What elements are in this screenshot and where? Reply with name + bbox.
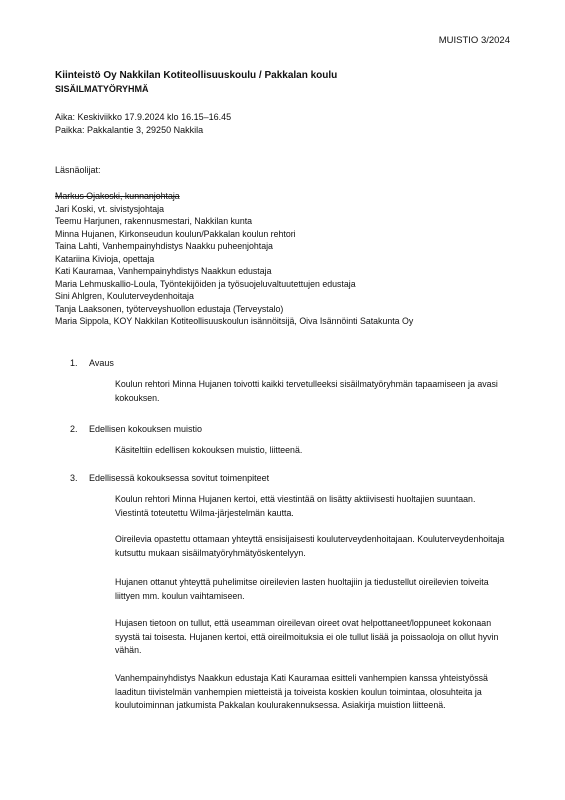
organization-title: Kiinteistö Oy Nakkilan Kotiteollisuuskoulu / Pakkalan koulu	[55, 70, 338, 81]
section-title: Edellisessä kokouksessa sovitut toimenpiteet	[89, 473, 270, 483]
memo-number: MUISTIO 3/2024	[438, 35, 510, 46]
group-title: SISÄILMATYÖRYHMÄ	[55, 84, 149, 94]
section-title: Edellisen kokouksen muistio	[89, 424, 203, 434]
attendee-item: Taina Lahti, Vanhempainyhdistys Naakku puheenjohtaja	[55, 241, 273, 251]
section-paragraph: Hujasen tietoon on tullut, että useamman oireilevan oireet ovat helpottaneet/loppuneet kokonaan syystä tai toisesta. Hujanen kertoi, että oireilmoituksia ei ole tullut lisää ja poissaoloja on ollut hyvin vähän.	[115, 618, 499, 655]
meeting-place: Paikka: Pakkalantie 3, 29250 Nakkila	[55, 125, 204, 135]
attendee-item: Katariina Kivioja, opettaja	[55, 253, 155, 264]
attendee-list	[55, 190, 413, 328]
attendee-item: Kati Kauramaa, Vanhempainyhdistys Naakkun edustaja	[55, 266, 272, 276]
attendee-item: Markus Ojakoski, kunnanjohtaja	[55, 191, 180, 201]
attendee-item: Minna Hujanen, Kirkonseudun koulun/Pakkalan koulun rehtori	[55, 228, 296, 239]
section-paragraph: Hujanen ottanut yhteyttä puhelimitse oireilevien lasten huoltajiin ja tiedustellut oireilevien toiveita liittyen mm. koulun vaihtamiseen.	[115, 577, 489, 601]
attendee-item: Maria Lehmuskallio-Loula, Työntekijöiden ja työsuojeluvaltuutettujen edustaja	[55, 278, 356, 289]
section-paragraph: Koulun rehtori Minna Hujanen kertoi, että viestintää on lisätty aktiivisesti huoltajien suuntaan. Viestintä toteutettu Wilma-järjestelmän kautta.	[115, 494, 476, 518]
section-paragraph: Koulun rehtori Minna Hujanen toivotti kaikki tervetulleeksi sisäilmatyöryhmän tapaamiseen ja avasi kokouksen.	[115, 379, 498, 403]
section-paragraph: Käsiteltiin edellisen kokouksen muistio, liitteenä.	[115, 445, 303, 455]
section-number: 1.	[70, 358, 78, 368]
meeting-time: Aika: Keskiviikko 17.9.2024 klo 16.15–16.45	[55, 112, 232, 122]
attendee-item: Jari Koski, vt. sivistysjohtaja	[55, 203, 165, 214]
section-paragraph: Vanhempainyhdistys Naakkun edustaja Kati Kauramaa esitteli vanhempien kanssa yhteistyössä laaditun tiivistelmän vanhempien mietteistä ja toiveista koskien koulun toimintaa, olosuhteita ja koulutoiminnan jatkumista Pakkalan koulurakennuksessa. Asiakirja muistion liitteenä.	[115, 673, 488, 710]
attendee-item: Sini Ahlgren, Kouluterveydenhoitaja	[55, 291, 194, 301]
attendee-item: Teemu Harjunen, rakennusmestari, Nakkilan kunta	[55, 216, 253, 226]
attendee-item: Tanja Laaksonen, työterveyshuollon edustaja (Terveystalo)	[55, 303, 284, 314]
attendee-item: Maria Sippola, KOY Nakkilan Kotiteollisuuskoulun isännöitsijä, Oiva Isännöinti Satakunta Oy	[55, 316, 414, 326]
section-number: 3.	[70, 473, 78, 483]
attendees-heading: Läsnäolijat:	[55, 165, 101, 175]
section-paragraph: Oireilevia opastettu ottamaan yhteyttä ensisijaisesti kouluterveydenhoitajaan. Kouluterveydenhoitaja kutsuttu mukaan sisäilmatyöryhmätyöskentelyyn.	[115, 534, 505, 558]
section-title: Avaus	[89, 358, 114, 368]
section-number: 2.	[70, 424, 78, 434]
